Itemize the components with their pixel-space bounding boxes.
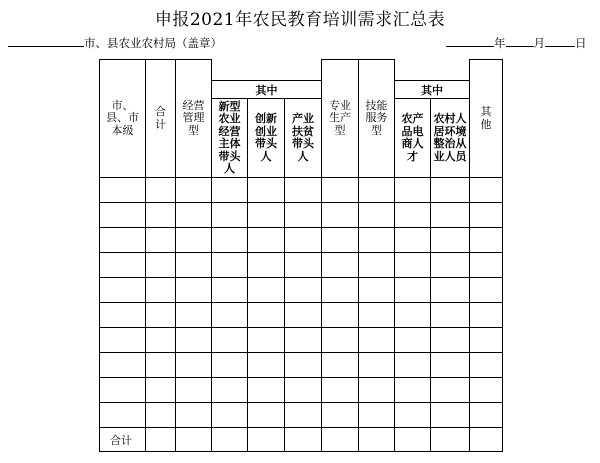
table-cell[interactable] <box>146 303 176 328</box>
table-cell[interactable] <box>176 203 212 228</box>
table-cell[interactable] <box>395 303 431 328</box>
table-cell[interactable] <box>359 303 395 328</box>
table-cell[interactable] <box>248 328 285 353</box>
table-cell[interactable] <box>359 403 395 428</box>
table-cell[interactable] <box>100 303 146 328</box>
summary-table <box>99 59 503 452</box>
total-cell[interactable] <box>146 428 176 452</box>
table-cell[interactable] <box>212 328 248 353</box>
table-cell[interactable] <box>100 403 146 428</box>
table-cell[interactable] <box>431 278 470 303</box>
table-cell[interactable] <box>285 278 322 303</box>
table-row <box>100 303 503 328</box>
table-cell[interactable] <box>176 328 212 353</box>
table-cell[interactable] <box>212 178 248 203</box>
table-cell[interactable] <box>359 253 395 278</box>
agency-label: 市、县农业农村局（盖章） <box>84 36 222 50</box>
total-cell[interactable] <box>470 428 503 452</box>
table-cell[interactable] <box>146 403 176 428</box>
table-cell[interactable] <box>176 378 212 403</box>
header-professional: 专业生产型 <box>322 60 359 178</box>
table-cell[interactable] <box>176 403 212 428</box>
total-cell[interactable] <box>322 428 359 452</box>
table-cell[interactable] <box>359 203 395 228</box>
table-cell[interactable] <box>176 353 212 378</box>
table-cell[interactable] <box>470 353 503 378</box>
table-cell[interactable] <box>285 178 322 203</box>
table-cell[interactable] <box>176 228 212 253</box>
table-cell[interactable] <box>285 303 322 328</box>
table-cell[interactable] <box>431 328 470 353</box>
total-row-label: 合计 <box>100 428 146 452</box>
table-cell[interactable] <box>176 278 212 303</box>
table-cell[interactable] <box>176 253 212 278</box>
table-cell[interactable] <box>395 178 431 203</box>
table-cell[interactable] <box>431 178 470 203</box>
table-row <box>100 228 503 253</box>
table-cell[interactable] <box>248 253 285 278</box>
table-cell[interactable] <box>212 278 248 303</box>
table-cell[interactable] <box>248 378 285 403</box>
table-row <box>100 178 503 203</box>
header-other: 其他 <box>470 60 503 178</box>
table-cell[interactable] <box>212 253 248 278</box>
table-cell[interactable] <box>431 228 470 253</box>
table-cell[interactable] <box>285 353 322 378</box>
table-cell[interactable] <box>100 203 146 228</box>
table-cell[interactable] <box>359 278 395 303</box>
year-label: 年 <box>494 36 506 50</box>
table-cell[interactable] <box>359 378 395 403</box>
table-cell[interactable] <box>470 303 503 328</box>
table-cell[interactable] <box>431 378 470 403</box>
table-cell[interactable] <box>359 178 395 203</box>
total-cell[interactable] <box>248 428 285 452</box>
table-cell[interactable] <box>322 178 359 203</box>
table-cell[interactable] <box>322 203 359 228</box>
year-blank[interactable] <box>446 35 494 47</box>
table-row <box>100 203 503 228</box>
table-cell[interactable] <box>248 203 285 228</box>
table-cell[interactable] <box>395 328 431 353</box>
date-line <box>446 35 587 51</box>
total-cell[interactable] <box>431 428 470 452</box>
table-row <box>100 378 503 403</box>
table-cell[interactable] <box>100 353 146 378</box>
table-cell[interactable] <box>470 403 503 428</box>
table-cell[interactable] <box>470 203 503 228</box>
table-cell[interactable] <box>395 228 431 253</box>
total-cell[interactable] <box>212 428 248 452</box>
table-cell[interactable] <box>100 178 146 203</box>
header-poverty: 产业扶贫带头人 <box>285 99 322 178</box>
table-cell[interactable] <box>470 328 503 353</box>
table-cell[interactable] <box>248 228 285 253</box>
table-cell[interactable] <box>322 253 359 278</box>
header-group2-top <box>395 60 470 81</box>
table-cell[interactable] <box>146 253 176 278</box>
table-cell[interactable] <box>322 328 359 353</box>
table-cell[interactable] <box>146 203 176 228</box>
table-cell[interactable] <box>248 178 285 203</box>
table-cell[interactable] <box>212 228 248 253</box>
table-row <box>100 403 503 428</box>
header-group1-top <box>212 60 322 81</box>
table-row <box>100 353 503 378</box>
table-cell[interactable] <box>395 403 431 428</box>
table-cell[interactable] <box>431 203 470 228</box>
table-cell[interactable] <box>212 353 248 378</box>
table-cell[interactable] <box>322 353 359 378</box>
table-cell[interactable] <box>395 353 431 378</box>
header-new-agri: 新型农业经营主体带头人 <box>212 99 248 178</box>
table-cell[interactable] <box>285 228 322 253</box>
table-cell[interactable] <box>212 203 248 228</box>
table-cell[interactable] <box>322 403 359 428</box>
table-cell[interactable] <box>431 353 470 378</box>
table-row <box>100 253 503 278</box>
table-cell[interactable] <box>146 228 176 253</box>
day-blank[interactable] <box>545 35 575 47</box>
table-cell[interactable] <box>248 353 285 378</box>
table-cell[interactable] <box>100 253 146 278</box>
table-cell[interactable] <box>146 328 176 353</box>
table-row <box>100 278 503 303</box>
table-cell[interactable] <box>212 378 248 403</box>
table-cell[interactable] <box>359 328 395 353</box>
table-cell[interactable] <box>100 328 146 353</box>
table-cell[interactable] <box>470 378 503 403</box>
table-cell[interactable] <box>322 378 359 403</box>
table-cell[interactable] <box>322 228 359 253</box>
table-cell[interactable] <box>285 328 322 353</box>
table-cell[interactable] <box>100 228 146 253</box>
table-cell[interactable] <box>212 403 248 428</box>
table-cell[interactable] <box>248 303 285 328</box>
table-cell[interactable] <box>146 178 176 203</box>
table-cell[interactable] <box>322 278 359 303</box>
header-innovation: 创新创业带头人 <box>248 99 285 178</box>
header-region: 市、县、市本级 <box>100 60 146 178</box>
header-ecommerce: 农产品电商人才 <box>395 99 431 178</box>
agency-blank[interactable] <box>8 35 84 47</box>
table-cell[interactable] <box>322 303 359 328</box>
day-label: 日 <box>575 36 587 50</box>
month-blank[interactable] <box>506 35 534 47</box>
table-cell[interactable] <box>285 203 322 228</box>
table-cell[interactable] <box>248 403 285 428</box>
header-total: 合计 <box>146 60 176 178</box>
table-cell[interactable] <box>470 278 503 303</box>
total-cell[interactable] <box>285 428 322 452</box>
table-cell[interactable] <box>100 278 146 303</box>
table-cell[interactable] <box>146 353 176 378</box>
header-group2-label: 其中 <box>395 81 470 99</box>
table-cell[interactable] <box>176 178 212 203</box>
total-cell[interactable] <box>359 428 395 452</box>
table-cell[interactable] <box>470 228 503 253</box>
table-cell[interactable] <box>146 378 176 403</box>
total-row <box>100 428 503 452</box>
table-cell[interactable] <box>395 278 431 303</box>
document-title: 申报2021年农民教育培训需求汇总表 <box>154 10 446 30</box>
table-cell[interactable] <box>285 378 322 403</box>
table-cell[interactable] <box>431 303 470 328</box>
table-cell[interactable] <box>359 228 395 253</box>
table-cell[interactable] <box>470 178 503 203</box>
table-cell[interactable] <box>470 253 503 278</box>
table-row <box>100 328 503 353</box>
header-skill: 技能服务型 <box>359 60 395 178</box>
total-cell[interactable] <box>176 428 212 452</box>
table-cell[interactable] <box>431 403 470 428</box>
table-cell[interactable] <box>285 403 322 428</box>
table-cell[interactable] <box>395 253 431 278</box>
month-label: 月 <box>533 36 545 50</box>
table-cell[interactable] <box>146 278 176 303</box>
table-cell[interactable] <box>395 203 431 228</box>
table-cell[interactable] <box>285 253 322 278</box>
header-group1-label: 其中 <box>212 81 322 99</box>
table-cell[interactable] <box>100 378 146 403</box>
agency-line <box>8 35 222 51</box>
total-cell[interactable] <box>395 428 431 452</box>
header-management: 经营管理型 <box>176 60 212 178</box>
table-cell[interactable] <box>431 253 470 278</box>
table-cell[interactable] <box>395 378 431 403</box>
table-cell[interactable] <box>359 353 395 378</box>
table-cell[interactable] <box>248 278 285 303</box>
table-cell[interactable] <box>176 303 212 328</box>
header-rural-env: 农村人居环境整治从业人员 <box>431 99 470 178</box>
table-cell[interactable] <box>212 303 248 328</box>
